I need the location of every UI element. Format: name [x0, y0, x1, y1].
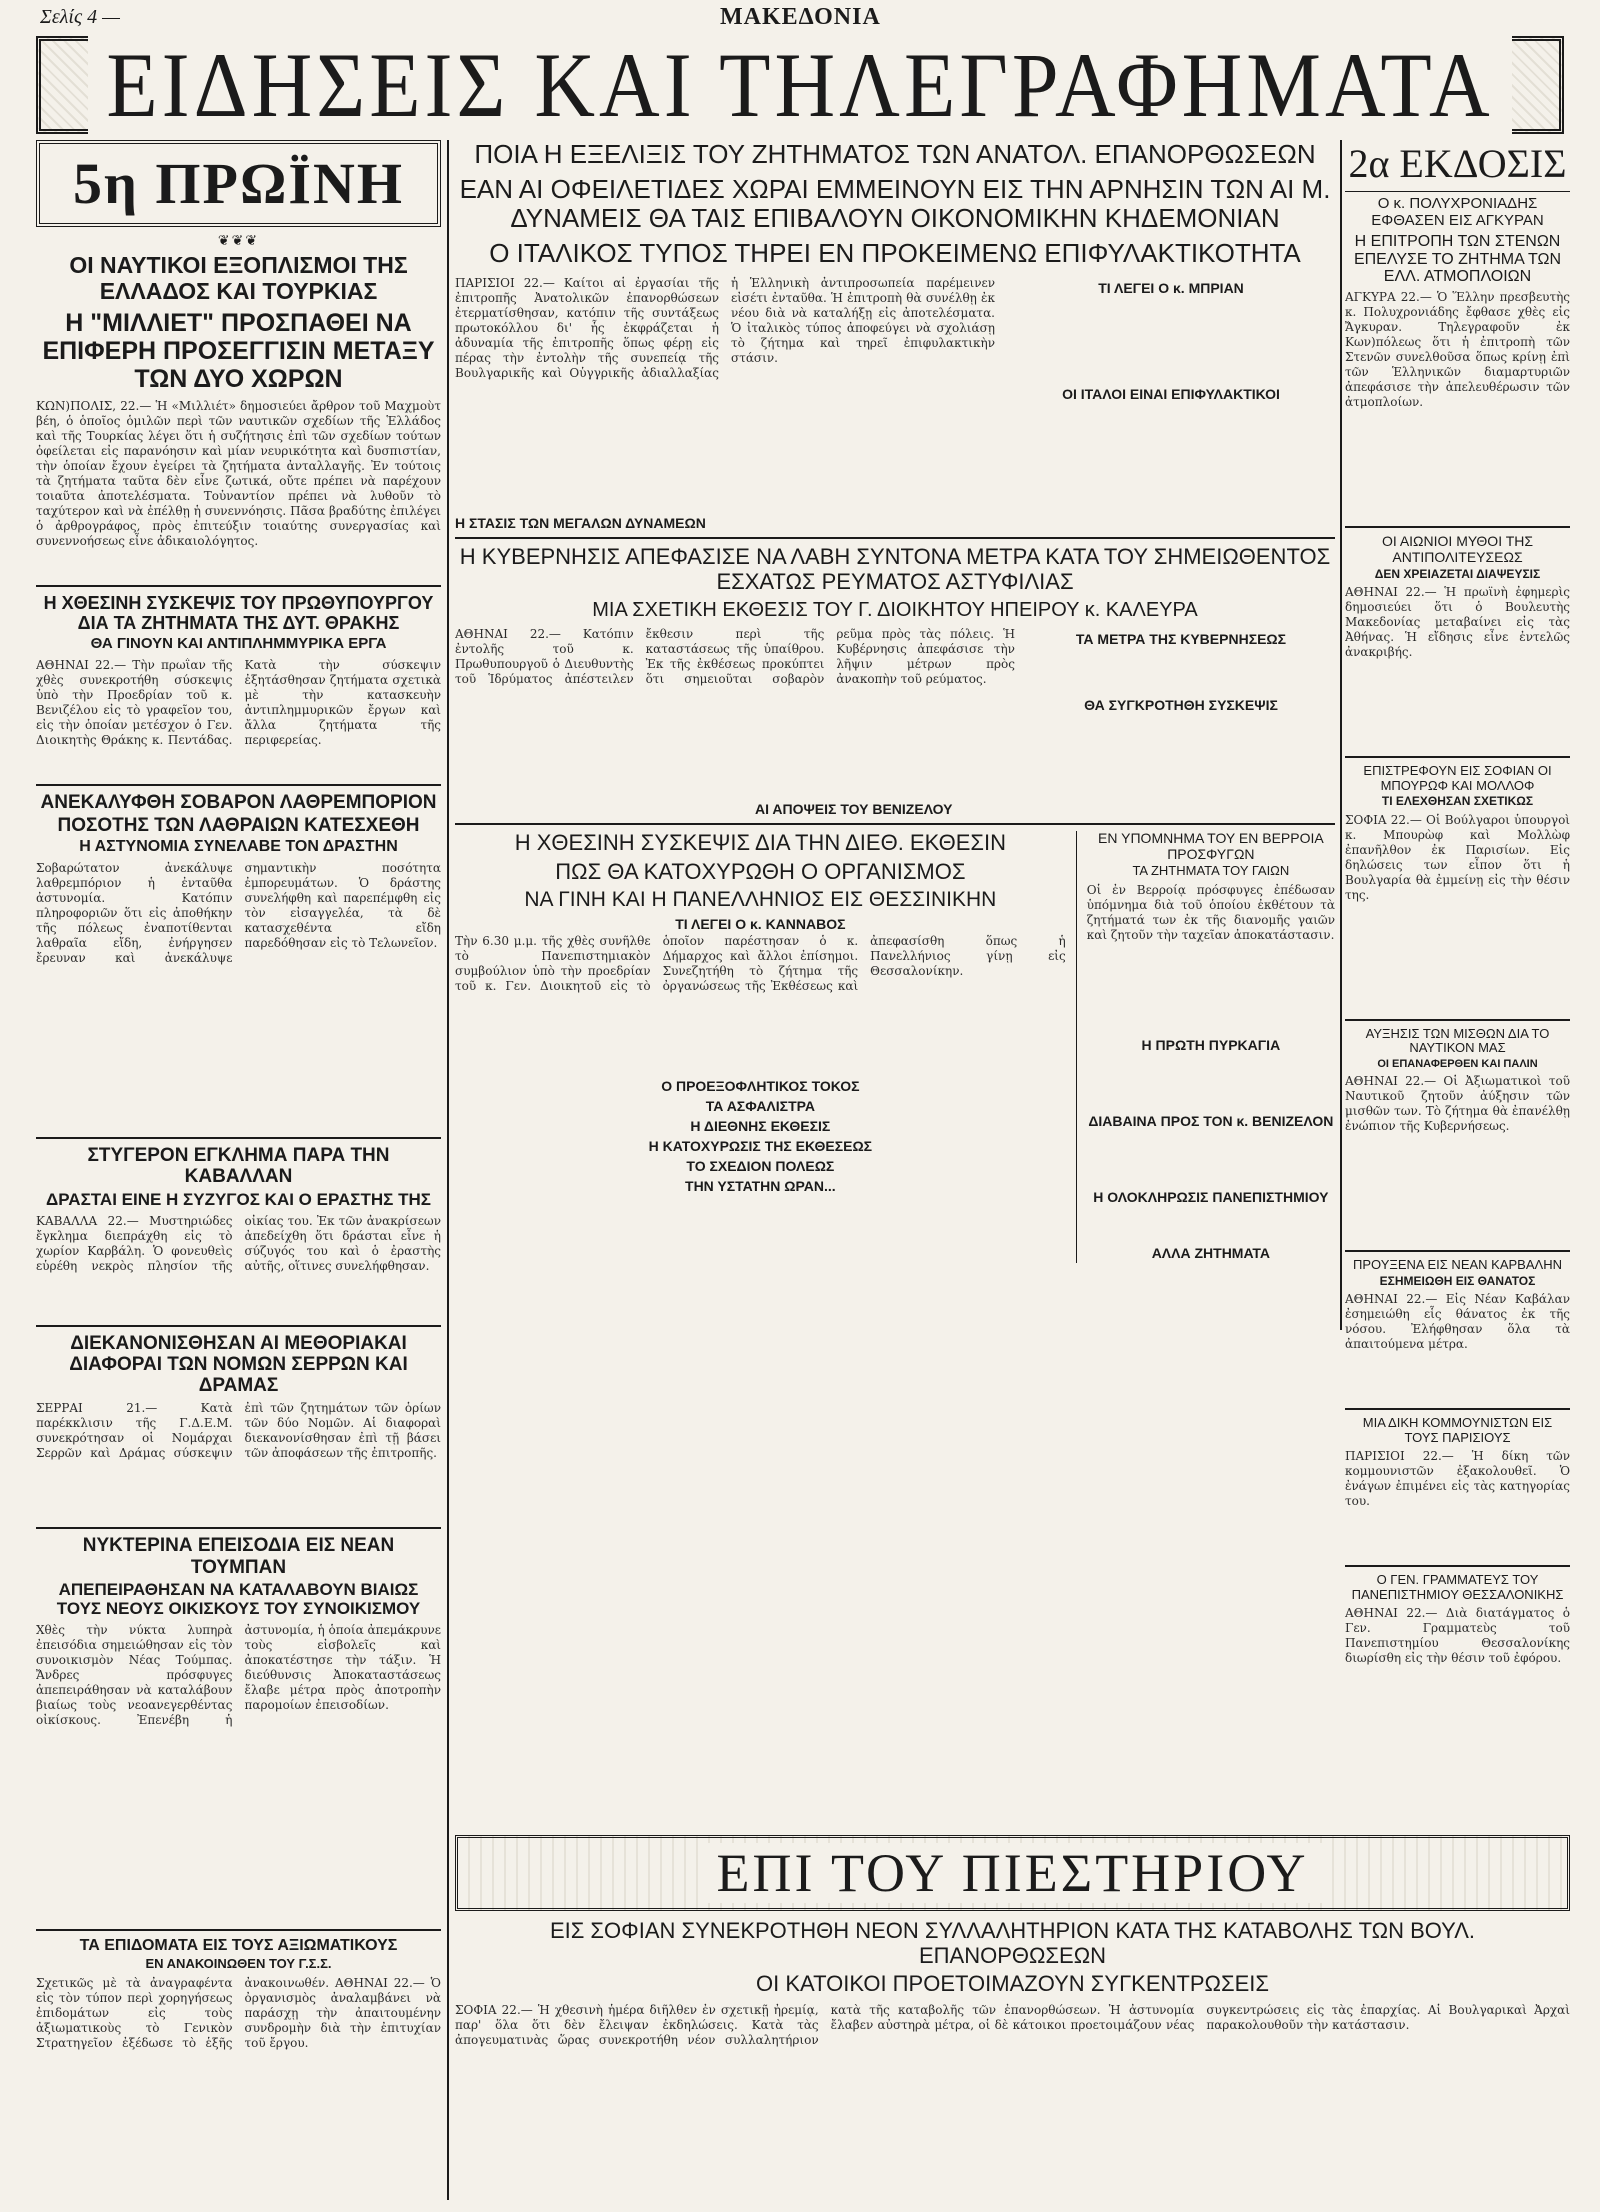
- column-rule: [1340, 140, 1342, 1330]
- article-headline: ΣΤΥΓΕΡΟΝ ΕΓΚΛΗΜΑ ΠΑΡΑ ΤΗΝ ΚΑΒΑΛΛΑΝ: [87, 1145, 390, 1188]
- article-subheading: ΔΙΑΒΑΙΝΑ ΠΡΟΣ ΤΟΝ κ. ΒΕΝΙΖΕΛΟΝ: [1088, 1112, 1334, 1129]
- article-toumba: [36, 1535, 441, 1923]
- article-subheadline: ΟΙ ΕΠΑΝΑΦΕΡΘΕΝ ΚΑΙ ΠΑΛΙΝ: [1377, 1057, 1538, 1070]
- article-expo: [455, 831, 1066, 1263]
- article-headline: ΑΥΞΗΣΙΣ ΤΩΝ ΜΙΣΘΩΝ ΔΙΑ ΤΟ ΝΑΥΤΙΚΟΝ ΜΑΣ: [1365, 1025, 1550, 1056]
- article-ankara: [1345, 196, 1570, 520]
- article-body: ΑΓΚΥΡΑ 22.— Ὁ Ἕλλην πρεσβευτὴς κ. Πολυχρονιάδης ἔφθασε χθὲς εἰς Ἄγκυραν. Τηλεγραφοῦν ἐκ Κων)πόλεως ὅτι ἡ ἐπιτροπὴ τῶν Στενῶν συνελθοῦσα ὅπως κρίνῃ ἐπὶ τῶν Ἑλληνικῶν διαμαρτυριῶν ἀπεφάσισε τὴν ἀπελευθέρωσιν τῶν ἀτμοπλοίων.: [1345, 290, 1570, 410]
- divider: [36, 1325, 441, 1327]
- divider: [1345, 1408, 1570, 1410]
- divider: [36, 1137, 441, 1139]
- divider: [36, 1929, 441, 1931]
- article-navy-pay: [1345, 1027, 1570, 1244]
- stop-press-banner: [455, 1835, 1570, 1911]
- article-subheadline: ΜΙΑ ΣΧΕΤΙΚΗ ΕΚΘΕΣΙΣ ΤΟΥ Γ. ΔΙΟΙΚΗΤΟΥ ΗΠΕΙΡΟΥ κ. ΚΑΛΕΥΡΑ: [592, 598, 1198, 621]
- article-headline: ΑΝΕΚΑΛΥΦΘΗ ΣΟΒΑΡΟΝ ΛΑΘΡΕΜΠΟΡΙΟΝ: [40, 791, 437, 813]
- article-body: Χθὲς τὴν νύκτα λυπηρὰ ἐπεισόδια σημειώθησαν εἰς τὸν συνοικισμὸν Νέας Τούμπας. Ἄνδρες πρόσφυγες ἀπεπειράθησαν νὰ καταλάβουν βιαίως τοὺς νεοανεγερθέντας οἰκίσκους. Ἐπενέβη ἡ ἀστυνομία, ἡ ὁποία ἀπεμάκρυνε τοὺς εἰσβολεῖς καὶ ἀποκατέστησε τὴν τάξιν. Ἡ διεύθυνσις Ἀποκαταστάσεως ἔλαβε μέτρα πρὸς ἀποτροπὴν παρομοίων ἐπεισοδίων.: [36, 1623, 441, 1727]
- article-subheading: ΘΑ ΣΥΓΚΡΟΤΗΘΗ ΣΥΣΚΕΨΙΣ: [1084, 697, 1278, 714]
- article-body: ΑΘΗΝΑΙ 22.— Κατόπιν ἐντολῆς τοῦ κ. Πρωθυπουργοῦ ὁ Διευθυντὴς τοῦ Ἱδρύματος ἀπέστειλεν ἔκθεσιν περὶ τῆς καταστάσεως τῆς ὑπαίθρου. Ἐκ τῆς ἐκθέσεως προκύπτει ὅτι σημειοῦται σοβαρὸν ρεῦμα πρὸς τὰς πόλεις. Ἡ Κυβέρνησις ἀπεφάσισε τὴν λῆψιν μέτρων πρὸς ἀνακοπὴν τοῦ ρεύματος.: [455, 627, 1015, 687]
- article-subheadline: ΠΩΣ ΘΑ ΚΑΤΟΧΥΡΩΘΗ Ο ΟΡΓΑΝΙΣΜΟΣ: [555, 858, 966, 884]
- article-subheadline: ΤΙ ΕΛΕΧΘΗΣΑΝ ΣΧΕΤΙΚΩΣ: [1381, 794, 1534, 809]
- article-subheadline: ΠΟΣΟΤΗΣ ΤΩΝ ΛΑΘΡΑΙΩΝ ΚΑΤΕΣΧΕΘΗ: [57, 814, 420, 836]
- page-number: Σελίς 4 —: [40, 6, 120, 28]
- article-headline: ΠΡΟΥΞΕΝΑ ΕΙΣ ΝΕΑΝ ΚΑΡΒΑΛΗΝ: [1353, 1257, 1562, 1273]
- article-subheading: Η ΣΤΑΣΙΣ ΤΩΝ ΜΕΓΑΛΩΝ ΔΥΝΑΜΕΩΝ: [455, 515, 706, 532]
- article-university: [1345, 1573, 1570, 1756]
- center-column: [455, 140, 1335, 1330]
- article-body: ΠΑΡΙΣΙΟΙ 22.— Ἡ δίκη τῶν κομμουνιστῶν ἐξακολουθεῖ. Ὁ ἐνάγων ἐπιμένει εἰς τὰς κατηγορίας του.: [1345, 1449, 1570, 1509]
- divider: [1345, 191, 1570, 192]
- article-reparations: [455, 140, 1335, 531]
- article-subheading: Η ΔΙΕΘΝΗΣ ΕΚΘΕΣΙΣ: [690, 1117, 831, 1134]
- article-subheadline: ΕΑΝ ΑΙ ΟΦΕΙΛΕΤΙΔΕΣ ΧΩΡΑΙ ΕΜΜΕΙΝΟΥΝ ΕΙΣ ΤΗΝ ΑΡΝΗΣΙΝ ΤΩΝ ΑΙ Μ. ΔΥΝΑΜΕΙΣ ΘΑ ΤΑΙΣ ΕΠΙΒΑΛΟΥΝ ΟΙΚΟΝΟΜΙΚΗΝ ΚΗΔΕΜΟΝΙΑΝ: [459, 174, 1331, 234]
- stop-press-section: [455, 1835, 1570, 2195]
- column-rule: [1076, 831, 1077, 1263]
- article-body: ΑΘΗΝΑΙ 22.— Εἰς Νέαν Καβάλαν ἐσημειώθη εἷς θάνατος ἐκ τῆς νόσου. Ἐλήφθησαν ὅλα τὰ ἀπαιτούμενα μέτρα.: [1345, 1292, 1570, 1352]
- article-body: Σοβαρώτατον ἀνεκάλυψε λαθρεμπόριον ἡ ἐνταῦθα ἀστυνομία. Κατόπιν πληροφοριῶν ὅτι εἰς ἀποθήκην τῆς πόλεως ἐναποτίθενται λαθραῖα εἴδη, ἐνήργησεν ἔρευναν καὶ ἀνεκάλυψε σημαντικὴν ποσότητα ἐμπορευμάτων. Ὁ δράστης συνελήφθη καὶ παρεπέμφθη εἰς τὸν εἰσαγγελέα, τὰ δὲ κατασχεθέντα εἴδη παρεδόθησαν εἰς τὸ Τελωνεῖον.: [36, 861, 441, 966]
- article-subheading: ΤΑ ΑΣΦΑΛΙΣΤΡΑ: [705, 1097, 816, 1114]
- article-subheadline: ΟΙ ΚΑΤΟΙΚΟΙ ΠΡΟΕΤΟΙΜΑΖΟΥΝ ΣΥΓΚΕΝΤΡΩΣΕΙΣ: [756, 1971, 1269, 1997]
- article-headline: Ο κ. ΠΟΛΥΧΡΟΝΙΑΔΗΣ ΕΦΘΑΣΕΝ ΕΙΣ ΑΓΚΥΡΑΝ: [1371, 195, 1544, 229]
- article-opposition: [1345, 534, 1570, 750]
- article-body: ΑΘΗΝΑΙ 22.— Ἡ πρωϊνὴ ἐφημερὶς δημοσιεύει ὅτι ὁ Βουλευτὴς Μακεδονίας μεταβαίνει εἰς τὰς Ἀθήνας. Ἡ εἴδησις εἶνε ἐντελῶς ἀνακριβής.: [1345, 585, 1570, 660]
- article-borders: [36, 1333, 441, 1522]
- divider: [36, 1527, 441, 1529]
- newspaper-name: ΜΑΚΕΔΟΝΙΑ: [720, 4, 881, 30]
- article-body: ΑΘΗΝΑΙ 22.— Τὴν πρωΐαν τῆς χθὲς συνεκροτήθη σύσκεψις ὑπὸ τὴν Προεδρίαν τοῦ κ. Βενιζέλου εἰς τὸ γραφεῖον του, εἰς τὴν ὁποίαν μετέσχον ὁ Γεν. Διοικητὴς Θράκης κ. Πεντάδας. Κατὰ τὴν σύσκεψιν ἐξητάσθησαν ζητήματα σχετικὰ μὲ τὴν κατασκευὴν ἀντιπλημμυρικῶν ἔργων καὶ ἄλλα ζητήματα τῆς περιφερείας.: [36, 657, 441, 747]
- article-subheading: ΤΑ ΜΕΤΡΑ ΤΗΣ ΚΥΒΕΡΝΗΣΕΩΣ: [1075, 631, 1287, 648]
- article-subheadline: ΑΠΕΠΕΙΡΑΘΗΣΑΝ ΝΑ ΚΑΤΑΛΑΒΟΥΝ ΒΙΑΙΩΣ ΤΟΥΣ ΝΕΟΥΣ ΟΙΚΙΣΚΟΥΣ ΤΟΥ ΣΥΝΟΙΚΙΣΜΟΥ: [56, 1579, 421, 1618]
- article-subheading: ΑΛΛΑ ΖΗΤΗΜΑΤΑ: [1151, 1244, 1271, 1261]
- article-headline: ΔΙΕΚΑΝΟΝΙΣΘΗΣΑΝ ΑΙ ΜΕΘΟΡΙΑΚΑΙ ΔΙΑΦΟΡΑΙ ΤΩΝ ΝΟΜΩΝ ΣΕΡΡΩΝ ΚΑΙ ΔΡΑΜΑΣ: [69, 1332, 408, 1397]
- article-headline: ΟΙ ΝΑΥΤΙΚΟΙ ΕΞΟΠΛΙΣΜΟΙ ΤΗΣ ΕΛΛΑΔΟΣ ΚΑΙ ΤΟΥΡΚΙΑΣ: [69, 252, 408, 304]
- article-body: ΠΑΡΙΣΙΟΙ 22.— Καίτοι αἱ ἐργασίαι τῆς ἐπιτροπῆς Ἀνατολικῶν ἐπανορθώσεων ἐτερματίσθησαν, κατόπιν τῆς συντάξεως πρωτοκόλλου δι' ἧς ἐκφράζεται ἡ ἀδυναμία τῆς ἐπιτροπῆς ὅπως φέρῃ εἰς πέρας τὴν ἐντολὴν τῆς συνεπείᾳ τῆς Βουλγαρικῆς καὶ Οὑγγρικῆς ἀδιαλλαξίας ἡ Ἑλληνικὴ ἀντιπροσωπεία παρέμεινεν εἰσέτι ἐνταῦθα. Ἡ ἐπιτροπὴ θὰ συνέλθῃ ἐκ νέου διὰ νὰ καταλήξῃ εἰς ἀποτελέσματα. Ὁ ἰταλικὸς τύπος ἀποφεύγει νὰ σχολιάσῃ τὸ ζήτημα καὶ τηρεῖ ἐπιφυλακτικὴν στάσιν.: [455, 276, 995, 381]
- divider: [455, 537, 1335, 539]
- article-body: ΣΟΦΙΑ 22.— Οἱ Βούλγαροι ὑπουργοὶ κ. Μπουρὼφ καὶ Μολλὼφ ἐπανῆλθον ἐκ Παρισίων. Εἰς δηλώσεις των εἶπον ὅτι ἡ Βουλγαρία θὰ ἐμμείνῃ εἰς τὴν θέσιν της.: [1345, 812, 1570, 902]
- article-body: ΣΟΦΙΑ 22.— Ἡ χθεσινὴ ἡμέρα διῆλθεν ἐν σχετικῇ ἠρεμίᾳ, παρ' ὅλα ὅτι δὲν ἔλειψαν ἐκδηλώσεις. Κατὰ τὰς ἀπογευματινὰς ὥρας συνεκροτήθη νέον συλλαλητήριον κατὰ τῆς καταβολῆς τῶν ἐπανορθώσεων. Ἡ ἀστυνομία ἔλαβεν αὐστηρὰ μέτρα, οἱ δὲ κάτοικοι προετοιμάζουν νέας συγκεντρώσεις εἰς τὰς ἐπαρχίας. Αἱ Βουλγαρικαὶ Ἀρχαὶ παρακολουθοῦν τὴν κατάστασιν.: [455, 2002, 1570, 2047]
- article-subheading: ΤΗΝ ΥΣΤΑΤΗΝ ΩΡΑΝ...: [685, 1177, 836, 1194]
- article-body: ΚΩΝ)ΠΟΛΙΣ, 22.— Ἡ «Μιλλιέτ» δημοσιεύει ἄρθρον τοῦ Μαχμοὺτ βέη, ὁ ὁποῖος ὁμιλῶν περὶ τῶν ναυτικῶν σχεδίων τῆς Ἑλλάδος καὶ τῆς Τουρκίας λέγει ὅτι ἡ συζήτησις ἐπὶ τῶν σχεδίων τούτων ὀφείλεται εἰς παρανόησιν καὶ μίαν νευρικότητα καὶ δυσπιστίαν, τὴν ὁποίαν ἔχουν ἐγείρει τὰ ζητήματα ἀνταλλαγῆς. Ἐν τούτοις τὰ ζητήματα ταῦτα δὲν εἶνε ζωτικά, οὔτε πρέπει νὰ παρέχουν τοιαῦτα ἀποτελέσματα. Τοὐναντίον πρέπει νὰ λυθοῦν τὸ ταχύτερον καὶ νὰ ἐπέλθῃ ἡ συνεννόησις. Πᾶσα βραδύτης ἐπιλέγει ὁ ἀρθρογράφος, πρὸς ἐπιτεύξιν τοιαύτης συνεργασίας καὶ συνεννοήσεως εἶνε ἀδικαιολόγητος.: [36, 398, 441, 548]
- article-smuggling: [36, 792, 441, 1131]
- article-kavala: [1345, 1258, 1570, 1402]
- article-subheadline: Ο ΙΤΑΛΙΚΟΣ ΤΥΠΟΣ ΤΗΡΕΙ ΕΝ ΠΡΟΚΕΙΜΕΝΩ ΕΠΙΦΥΛΑΚΤΙΚΟΤΗΤΑ: [489, 238, 1301, 269]
- banner-title: ΕΙΔΗΣΕΙΣ ΚΑΙ ΤΗΛΕΓΡΑΦΗΜΑΤΑ: [88, 32, 1511, 139]
- article-thrace: [36, 593, 441, 778]
- article-body: Οἱ ἐν Βερροίᾳ πρόσφυγες ἐπέδωσαν ὑπόμνημα διὰ τοῦ ὁποίου ἐκθέτουν τὰ ζητήματά των ἐκ τῆς διανομῆς γαιῶν καὶ ζητοῦν τὴν ταχεῖαν ἀποκατάστασιν.: [1086, 882, 1335, 942]
- article-headline: ΕΙΣ ΣΟΦΙΑΝ ΣΥΝΕΚΡΟΤΗΘΗ ΝΕΟΝ ΣΥΛΛΑΛΗΤΗΡΙΟΝ ΚΑΤΑ ΤΗΣ ΚΑΤΑΒΟΛΗΣ ΤΩΝ ΒΟΥΛ. ΕΠΑΝΟΡΘΩΣΕΩΝ: [549, 1918, 1476, 1968]
- article-body: Σχετικῶς μὲ τὰ ἀναγραφέντα εἰς τὸν τύπον περὶ χορηγήσεως ἐπιδομάτων εἰς τοὺς ἀξιωματικοὺς τὸ Γενικὸν Στρατηγεῖον ἐξέδωσε τὸ ἑξῆς ἀνακοινωθέν. ΑΘΗΝΑΙ 22.— Ὁ ὀργανισμὸς ἀναλαμβάνει νὰ παράσχῃ τὴν ἀπαιτουμένην συνδρομὴν διὰ τὴν ἐπιτυχίαν τοῦ ἔργου.: [36, 1976, 441, 2051]
- divider: [36, 585, 441, 587]
- article-allowances: [36, 1937, 441, 2176]
- article-headline: ΤΑ ΕΠΙΔΟΜΑΤΑ ΕΙΣ ΤΟΥΣ ΑΞΙΩΜΑΤΙΚΟΥΣ: [79, 1937, 398, 1954]
- article-subheadline: ΔΕΝ ΧΡΕΙΑΖΕΤΑΙ ΔΙΑΨΕΥΣΙΣ: [1374, 566, 1541, 581]
- article-headline: ΟΙ ΑΙΩΝΙΟΙ ΜΥΘΟΙ ΤΗΣ ΑΝΤΙΠΟΛΙΤΕΥΣΕΩΣ: [1381, 533, 1534, 565]
- article-body: ΚΑΒΑΛΛΑ 22.— Μυστηριώδες ἔγκλημα διεπράχθη εἰς τὸ χωρίον Καρβάλη. Ὁ φονευθεὶς εὑρέθη νεκρὸς πλησίον τῆς οἰκίας του. Ἐκ τῶν ἀνακρίσεων ἀπεδείχθη ὅτι δράσται εἶνε ἡ σύζυγός του καὶ ὁ ἐραστὴς αὐτῆς, οἵτινες συνελήφθησαν.: [36, 1213, 441, 1273]
- divider: [36, 784, 441, 786]
- article-sofia-ministers: [1345, 764, 1570, 1013]
- article-headline: ΝΥΚΤΕΡΙΝΑ ΕΠΕΙΣΟΔΙΑ ΕΙΣ ΝΕΑΝ ΤΟΥΜΠΑΝ: [82, 1535, 395, 1578]
- column-rule: [447, 140, 449, 2200]
- article-subheading: ΟΙ ΙΤΑΛΟΙ ΕΙΝΑΙ ΕΠΙΦΥΛΑΚΤΙΚΟΙ: [1062, 386, 1280, 403]
- article-subheading: Η ΟΛΟΚΛΗΡΩΣΙΣ ΠΑΝΕΠΙΣΤΗΜΙΟΥ: [1093, 1188, 1329, 1205]
- article-subheadline: ΕΣΗΜΕΙΩΘΗ ΕΙΣ ΘΑΝΑΤΟΣ: [1379, 1273, 1536, 1288]
- article-subheading: ΤΙ ΛΕΓΕΙ Ο κ. ΚΑΝΝΑΒΟΣ: [675, 915, 846, 932]
- article-subheadline: ΤΑ ΖΗΤΗΜΑΤΑ ΤΟΥ ΓΑΙΩΝ: [1132, 863, 1290, 879]
- divider: [1345, 1250, 1570, 1252]
- article-subheadline: ΕΝ ΑΝΑΚΟΙΝΩΘΕΝ ΤΟΥ Γ.Σ.Σ.: [145, 1955, 332, 1971]
- article-headline: ΠΟΙΑ Η ΕΞΕΛΙΞΙΣ ΤΟΥ ΖΗΤΗΜΑΤΟΣ ΤΩΝ ΑΝΑΤΟΛ. ΕΠΑΝΟΡΘΩΣΕΩΝ: [474, 140, 1316, 169]
- article-body: Τὴν 6.30 μ.μ. τῆς χθὲς συνῆλθε τὸ Πανεπιστημιακὸν συμβούλιον ὑπὸ τὴν προεδρίαν τοῦ κ. Γεν. Διοικητοῦ εἰς τὸ ὁποῖον παρέστησαν ὁ κ. Δήμαρχος καὶ ἄλλοι ἐπίσημοι. Συνεζητήθη τὸ ζήτημα τῆς ὀργανώσεως τῆς Ἐκθέσεως καὶ ἀπεφασίσθη ὅπως ἡ Πανελλήνιος γίνῃ εἰς Θεσσαλονίκην.: [455, 933, 1066, 993]
- article-naval: [36, 253, 441, 579]
- second-edition-label: 2α ΕΚΔΟΣΙΣ: [1348, 141, 1567, 186]
- article-headline: ΜΙΑ ΔΙΚΗ ΚΟΜΜΟΥΝΙΣΤΩΝ ΕΙΣ ΤΟΥΣ ΠΑΡΙΣΙΟΥΣ: [1362, 1415, 1553, 1445]
- article-crime: [36, 1145, 441, 1319]
- article-body: ΑΘΗΝΑΙ 22.— Οἱ Ἀξιωματικοὶ τοῦ Ναυτικοῦ ζητοῦν ἀύξησιν τῶν μισθῶν των. Τὸ ζήτημα θὰ ἐπανέλθῃ ἐνώπιον τῆς Κυβερνήσεως.: [1345, 1074, 1570, 1134]
- divider: [1345, 756, 1570, 758]
- article-headline: Η ΚΥΒΕΡΝΗΣΙΣ ΑΠΕΦΑΣΙΣΕ ΝΑ ΛΑΒΗ ΣΥΝΤΟΝΑ ΜΕΤΡΑ ΚΑΤΑ ΤΟΥ ΣΗΜΕΙΩΘΕΝΤΟΣ ΕΣΧΑΤΩΣ ΡΕΥΜΑΤΟΣ ΑΣΤΥΦΙΛΙΑΣ: [459, 544, 1331, 595]
- article-subheadline: Η ΑΣΤΥΝΟΜΙΑ ΣΥΝΕΛΑΒΕ ΤΟΝ ΔΡΑΣΤΗΝ: [79, 838, 398, 856]
- edition-box: 5η ΠΡΩΪΝΗ: [36, 140, 441, 227]
- article-headline: ΕΝ ΥΠΟΜΝΗΜΑ ΤΟΥ ΕΝ ΒΕΡΡΟΙΑ ΠΡΟΣΦΥΓΩΝ: [1098, 830, 1324, 862]
- article-subheadline: ΝΑ ΓΙΝΗ ΚΑΙ Η ΠΑΝΕΛΛΗΝΙΟΣ ΕΙΣ ΘΕΣΣΙΝΙΚΗΝ: [524, 888, 997, 912]
- divider: [455, 823, 1335, 825]
- article-subheading: ΤΟ ΣΧΕΔΙΟΝ ΠΟΛΕΩΣ: [686, 1157, 835, 1174]
- article-subheading: ΤΙ ΛΕΓΕΙ Ο κ. ΜΠΡΙΑΝ: [1098, 280, 1244, 297]
- ornament: ❦❦❦: [217, 233, 260, 249]
- article-subheadline: Η "ΜΙΛΛΙΕΤ" ΠΡΟΣΠΑΘΕΙ ΝΑ ΕΠΙΦΕΡΗ ΠΡΟΣΕΓΓΙΣΙΝ ΜΕΤΑΞΥ ΤΩΝ ΔΥΟ ΧΩΡΩΝ: [42, 308, 435, 393]
- article-body: ΑΘΗΝΑΙ 22.— Διὰ διατάγματος ὁ Γεν. Γραμματεὺς τοῦ Πανεπιστημίου Θεσσαλονίκης διωρίσθη εἰς τὴν θέσιν τοῦ ἐφόρου.: [1345, 1606, 1570, 1666]
- article-subheadline: ΘΑ ΓΙΝΟΥΝ ΚΑΙ ΑΝΤΙΠΛΗΜΜΥΡΙΚΑ ΕΡΓΑ: [90, 634, 387, 652]
- article-subheading: Ο ΠΡΟΕΞΟΦΛΗΤΙΚΟΣ ΤΟΚΟΣ: [661, 1077, 860, 1094]
- article-body: ΣΕΡΡΑΙ 21.— Κατὰ παρέκκλισιν τῆς Γ.Δ.Ε.Μ. συνεκρότησαν οἱ Νομάρχαι Σερρῶν καὶ Δράμας σύσκεψιν ἐπὶ τῶν ζητημάτων τῶν ὁρίων τῶν δύο Νομῶν. Αἱ διαφοραὶ διεκανονίσθησαν ἐπὶ τῇ βάσει τῶν ἀποφάσεων τῆς ἐπιτροπῆς.: [36, 1401, 441, 1461]
- masthead: [0, 0, 1600, 34]
- divider: [1345, 1019, 1570, 1021]
- article-headline: Η ΧΘΕΣΙΝΗ ΣΥΣΚΕΨΙΣ ΤΟΥ ΠΡΩΘΥΠΟΥΡΓΟΥ ΔΙΑ ΤΑ ΖΗΤΗΜΑΤΑ ΤΗΣ ΔΥΤ. ΘΡΑΚΗΣ: [43, 592, 434, 633]
- article-subheading: Η ΠΡΩΤΗ ΠΥΡΚΑΓΙΑ: [1141, 1036, 1281, 1053]
- article-urban-drift: [455, 545, 1335, 817]
- article-headline: Η ΧΘΕΣΙΝΗ ΣΥΣΚΕΨΙΣ ΔΙΑ ΤΗΝ ΔΙΕΘ. ΕΚΘΕΣΙΝ: [514, 830, 1006, 856]
- article-headline: Ο ΓΕΝ. ΓΡΑΜΜΑΤΕΥΣ ΤΟΥ ΠΑΝΕΠΙΣΤΗΜΙΟΥ ΘΕΣΣΑΛΟΝΙΚΗΣ: [1351, 1572, 1564, 1602]
- article-headline: ΕΠΙΣΤΡΕΦΟΥΝ ΕΙΣ ΣΟΦΙΑΝ ΟΙ ΜΠΟΥΡΩΦ ΚΑΙ ΜΟΛΛΟΦ: [1363, 763, 1552, 793]
- article-subheading: ΑΙ ΑΠΟΨΕΙΣ ΤΟΥ ΒΕΝΙΖΕΛΟΥ: [755, 801, 953, 818]
- article-subheading: Η ΚΑΤΟΧΥΡΩΣΙΣ ΤΗΣ ΕΚΘΕΣΕΩΣ: [648, 1137, 873, 1154]
- section-banner: [36, 33, 1564, 137]
- divider: [1345, 526, 1570, 528]
- stop-press-title: ΕΠΙ ΤΟΥ ΠΙΕΣΤΗΡΙΟΥ: [703, 1843, 1323, 1903]
- article-communist-trial: [1345, 1416, 1570, 1559]
- article-subheadline: ΔΡΑΣΤΑΙ ΕΙΝΕ Η ΣΥΖΥΓΟΣ ΚΑΙ Ο ΕΡΑΣΤΗΣ ΤΗΣ: [46, 1189, 431, 1209]
- article-subheadline: Η ΕΠΙΤΡΟΠΗ ΤΩΝ ΣΤΕΝΩΝ ΕΠΕΛΥΣΕ ΤΟ ΖΗΤΗΜΑ ΤΩΝ ΕΛΛ. ΑΤΜΟΠΛΟΙΩΝ: [1353, 232, 1562, 286]
- divider: [1345, 1565, 1570, 1567]
- left-column: [36, 140, 441, 2190]
- article-veria: [1087, 831, 1335, 1263]
